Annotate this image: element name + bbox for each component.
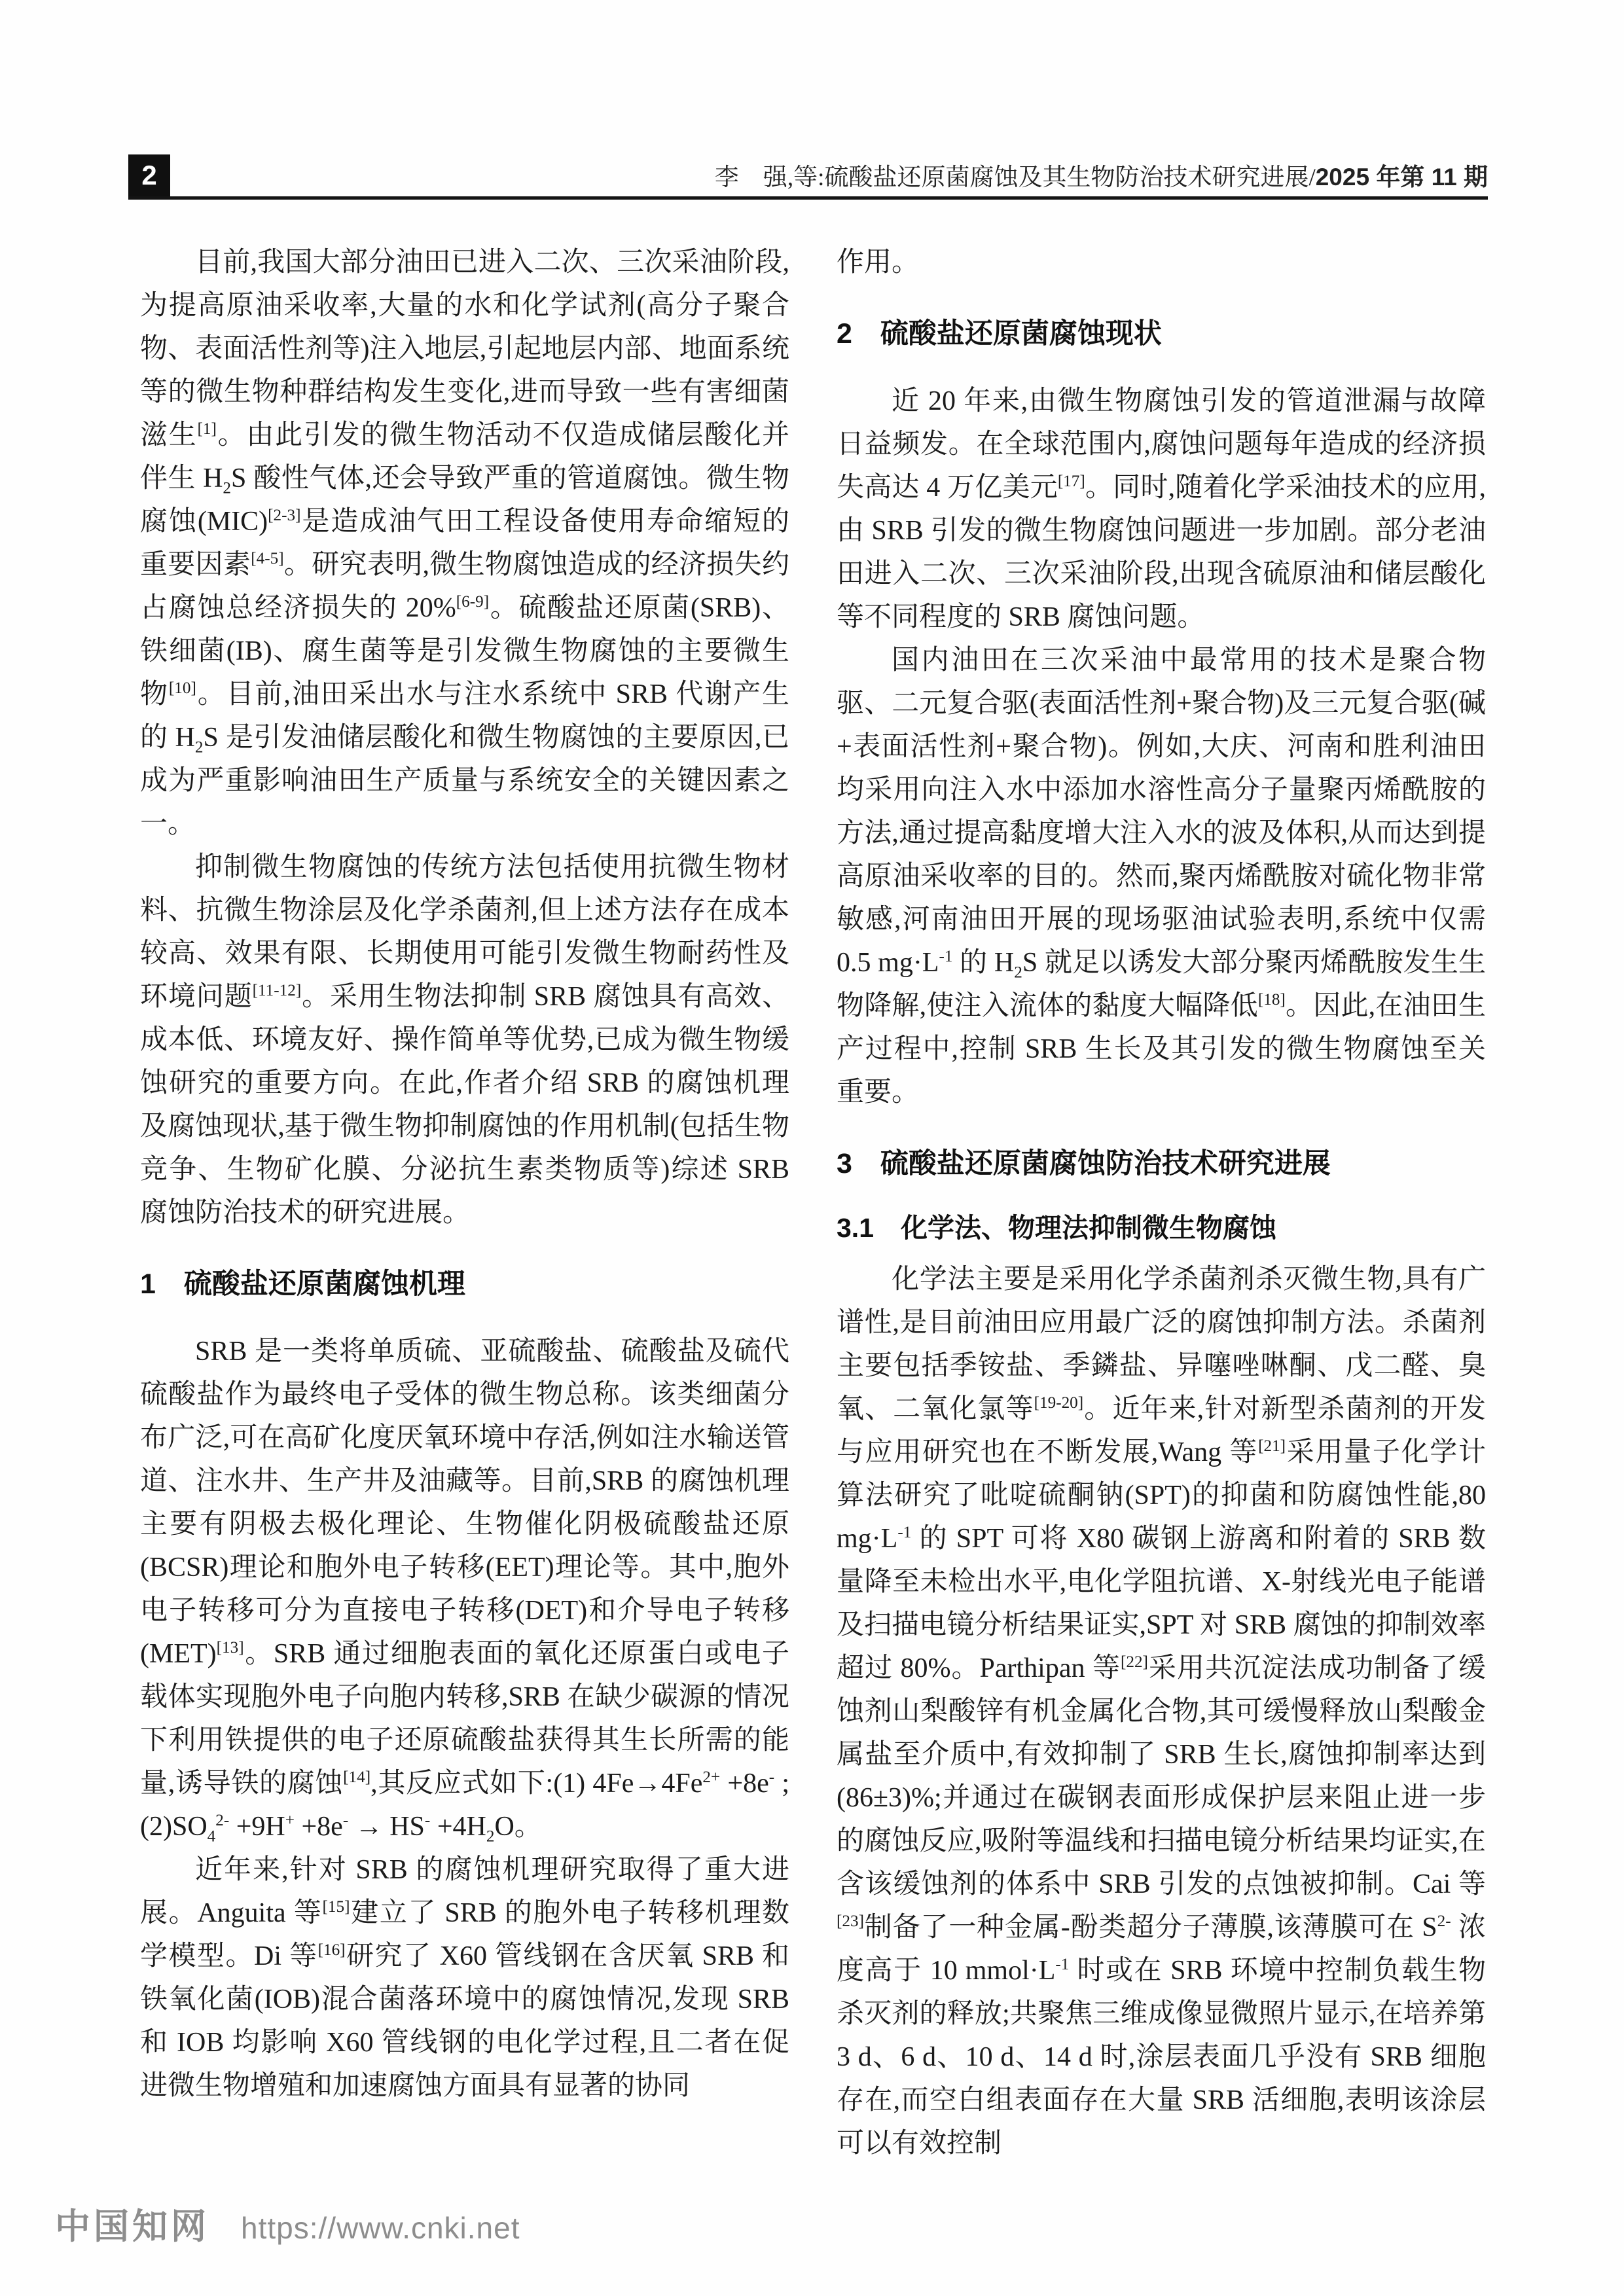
paragraph: 作用。 — [837, 247, 920, 278]
paragraph: 近 20 年来,由微生物腐蚀引发的管道泄漏与故障日益频发。在全球范围内,腐蚀问题每年造成的经济损失高达 4 万亿美元[17]。同时,随着化学采油技术的应用,由 SRB 引发的微生物腐蚀问题进一步加剧。部分老油田进入二次、三次采油阶段,出现含硫原油和储层酸化等不同程度的 SRB 腐蚀问题。 — [837, 386, 1486, 632]
paragraph: 近年来,针对 SRB 的腐蚀机理研究取得了重大进展。Anguita 等[15]建立了 SRB 的胞外电子转移机理数学模型。Di 等[16]研究了 X60 管线钢在含厌氧 SRB 和铁氧化菌(IOB)混合菌落环境中的腐蚀情况,发现 SRB 和 IOB 均影响 X60 管线钢的电化学过程,且二者在促进微生物增殖和加速腐蚀方面具有显著的协同 — [140, 1855, 789, 2101]
section-heading: 3 硫酸盐还原菌腐蚀防治技术研究进展 — [837, 1148, 1331, 1179]
section-heading: 2 硫酸盐还原菌腐蚀现状 — [837, 318, 1162, 350]
paragraph: 抑制微生物腐蚀的传统方法包括使用抗微生物材料、抗微生物涂层及化学杀菌剂,但上述方法存在成本较高、效果有限、长期使用可能引发微生物耐药性及环境问题[11-12]。采用生物法抑制 SRB 腐蚀具有高效、成本低、环境友好、操作简单等优势,已成为微生物缓蚀研究的重要方向。在此,作者介绍 SRB 的腐蚀机理及腐蚀现状,基于微生物抑制腐蚀的作用机制(包括生物竞争、生物矿化膜、分泌抗生素类物质等)综述 SRB 腐蚀防治技术的研究进展。 — [140, 852, 789, 1228]
section-heading: 1 硫酸盐还原菌腐蚀机理 — [140, 1268, 465, 1300]
paragraph: 化学法主要是采用化学杀菌剂杀灭微生物,具有广谱性,是目前油田应用最广泛的腐蚀抑制方法。杀菌剂主要包括季铵盐、季鏻盐、异噻唑啉酮、戊二醛、臭氧、二氧化氯等[19-20]。近年来,针对新型杀菌剂的开发与应用研究也在不断发展,Wang 等[21]采用量子化学计算法研究了吡啶硫酮钠(SPT)的抑菌和防腐蚀性能,80 $mg\cdot L^{-1}$ 的 SPT 可将 X80 碳钢上游离和附着的 SRB 数量降至未检出水平,电化学阻抗谱、X-射线光电子能谱及扫描电镜分析结果证实,SPT 对 SRB 腐蚀的抑制效率超过 80%。Parthipan 等[22]采用共沉淀法成功制备了缓蚀剂山梨酸锌有机金属化合物,其可缓慢释放山梨酸金属盐至介质中,有效抑制了 SRB 生长,腐蚀抑制率达到(86±3)%;并通过在碳钢表面形成保护层来阻止进一步的腐蚀反应,吸附等温线和扫描电镜分析结果均证实,在含该缓蚀剂的体系中 SRB 引发的点蚀被抑制。Cai 等[23]制备了一种金属-酚类超分子薄膜,该薄膜可在 $S^{2-}$ 浓度高于 10 $mmol\cdot L^{-1}$ 时或在 SRB 环境中控制负载生物杀灭剂的释放;共聚焦三维成像显微照片显示,在培养第 3 d、6 d、10 d、14 d 时,涂层表面几乎没有 SRB 细胞存在,而空白组表面存在大量 SRB 活细胞,表明该涂层可以有效控制 — [837, 1265, 1486, 2159]
paragraph: 国内油田在三次采油中最常用的技术是聚合物驱、二元复合驱(表面活性剂+聚合物)及三元复合驱(碱+表面活性剂+聚合物)。例如,大庆、河南和胜利油田均采用向注入水中添加水溶性高分子量聚丙烯酰胺的方法,通过提高黏度增大注入水的波及体积,从而达到提高原油采收率的目的。然而,聚丙烯酰胺对硫化物非常敏感,河南油田开展的现场驱油试验表明,系统中仅需 0.5 $mg\cdot L^{-1}$ 的 $H_2S$ 就足以诱发大部分聚丙烯酰胺发生生物降解,使注入流体的黏度大幅降低[18]。因此,在油田生产过程中,控制 SRB 生长及其引发的微生物腐蚀至关重要。 — [837, 645, 1487, 1107]
header-rule — [128, 196, 1488, 200]
running-title: 李 强,等:硫酸盐还原菌腐蚀及其生物防治技术研究进展/2025 年第 11 期 — [714, 163, 1488, 191]
section-heading: 3.1 化学法、物理法抑制微生物腐蚀 — [837, 1213, 1276, 1243]
left-column — [140, 241, 789, 2108]
page-number: 2 — [128, 154, 170, 196]
page-footer — [55, 2198, 520, 2249]
paragraph: 目前,我国大部分油田已进入二次、三次采油阶段,为提高原油采收率,大量的水和化学试剂(高分子聚合物、表面活性剂等)注入地层,引起地层内部、地面系统等的微生物种群结构发生变化,进而导致一些有害细菌滋生[1]。由此引发的微生物活动不仅造成储层酸化并伴生 $H_2S$ 酸性气体,还会导致严重的管道腐蚀。微生物腐蚀(MIC)[2-3]是造成油气田工程设备使用寿命缩短的重要因素[4-5]。研究表明,微生物腐蚀造成的经济损失约占腐蚀总经济损失的 20%[6-9]。硫酸盐还原菌(SRB)、铁细菌(IB)、腐生菌等是引发微生物腐蚀的主要微生物[10]。目前,油田采出水与注水系统中 SRB 代谢产生的 $H_2S$ 是引发油储层酸化和微生物腐蚀的主要原因,已成为严重影响油田生产质量与系统安全的关键因素之一。 — [140, 247, 789, 839]
right-column — [837, 241, 1486, 2165]
paragraph: SRB 是一类将单质硫、亚硫酸盐、硫酸盐及硫代硫酸盐作为最终电子受体的微生物总称。该类细菌分布广泛,可在高矿化度厌氧环境中存活,例如注水输送管道、注水井、生产井及油藏等。目前,SRB 的腐蚀机理主要有阴极去极化理论、生物催化阴极硫酸盐还原(BCSR)理论和胞外电子转移(EET)理论等。其中,胞外电子转移可分为直接电子转移(DET)和介导电子转移(MET)[13]。SRB 通过细胞表面的氧化还原蛋白或电子载体实现胞外电子向胞内转移,SRB 在缺少碳源的情况下利用铁提供的电子还原硫酸盐获得其生长所需的能量,诱导铁的腐蚀[14],其反应式如下:(1) $4Fe\to 4Fe^{2+} +8e^-$ $;(2)SO_4^{2-} +9H^+ +8e^- \to HS^- +4H_2O$。 — [140, 1336, 789, 1846]
cnki-url: https://www.cnki.net — [241, 2211, 520, 2245]
cnki-logo: 中国知网 — [55, 2207, 209, 2246]
page-header — [128, 154, 1488, 196]
